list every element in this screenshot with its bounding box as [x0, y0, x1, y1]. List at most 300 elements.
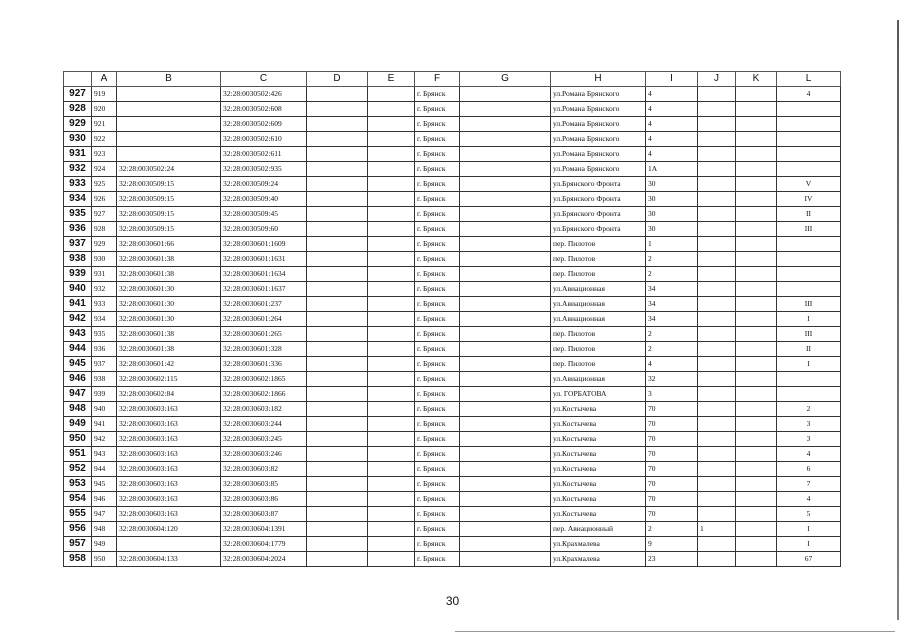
cell-j[interactable]: [698, 117, 736, 132]
cell-i[interactable]: 30: [646, 177, 698, 192]
row-number[interactable]: 942: [64, 312, 92, 327]
cell-b[interactable]: 32:28:0030601:30: [117, 282, 221, 297]
row-number[interactable]: 937: [64, 237, 92, 252]
cell-a[interactable]: 949: [92, 537, 117, 552]
cell-k[interactable]: [736, 387, 777, 402]
cell-c[interactable]: 32:28:0030603:182: [221, 402, 307, 417]
cell-i[interactable]: 70: [646, 417, 698, 432]
cell-f[interactable]: г. Брянск: [415, 192, 460, 207]
cell-i[interactable]: 4: [646, 87, 698, 102]
cell-f[interactable]: г. Брянск: [415, 222, 460, 237]
cell-j[interactable]: [698, 387, 736, 402]
cell-c[interactable]: 32:28:0030509:45: [221, 207, 307, 222]
cell-i[interactable]: 4: [646, 102, 698, 117]
cell-h[interactable]: ул.Костычева: [551, 477, 646, 492]
cell-f[interactable]: г. Брянск: [415, 177, 460, 192]
cell-f[interactable]: г. Брянск: [415, 507, 460, 522]
cell-g[interactable]: [460, 267, 551, 282]
cell-c[interactable]: 32:28:0030602:1865: [221, 372, 307, 387]
cell-a[interactable]: 928: [92, 222, 117, 237]
cell-k[interactable]: [736, 267, 777, 282]
cell-c[interactable]: 32:28:0030603:246: [221, 447, 307, 462]
cell-g[interactable]: [460, 237, 551, 252]
cell-k[interactable]: [736, 132, 777, 147]
cell-d[interactable]: [307, 372, 368, 387]
cell-e[interactable]: [368, 552, 415, 567]
cell-b[interactable]: [117, 117, 221, 132]
cell-a[interactable]: 922: [92, 132, 117, 147]
cell-b[interactable]: 32:28:0030603:163: [117, 507, 221, 522]
cell-c[interactable]: 32:28:0030502:935: [221, 162, 307, 177]
cell-l[interactable]: III: [777, 297, 841, 312]
cell-f[interactable]: г. Брянск: [415, 402, 460, 417]
cell-c[interactable]: 32:28:0030604:1391: [221, 522, 307, 537]
cell-j[interactable]: [698, 162, 736, 177]
cell-f[interactable]: г. Брянск: [415, 387, 460, 402]
cell-b[interactable]: 32:28:0030601:38: [117, 252, 221, 267]
cell-k[interactable]: [736, 297, 777, 312]
cell-j[interactable]: 1: [698, 522, 736, 537]
cell-b[interactable]: 32:28:0030601:30: [117, 312, 221, 327]
cell-k[interactable]: [736, 162, 777, 177]
cell-l[interactable]: III: [777, 222, 841, 237]
cell-l[interactable]: 4: [777, 447, 841, 462]
cell-f[interactable]: г. Брянск: [415, 417, 460, 432]
cell-f[interactable]: г. Брянск: [415, 297, 460, 312]
cell-g[interactable]: [460, 87, 551, 102]
cell-k[interactable]: [736, 537, 777, 552]
cell-j[interactable]: [698, 357, 736, 372]
cell-l[interactable]: 67: [777, 552, 841, 567]
cell-d[interactable]: [307, 477, 368, 492]
cell-d[interactable]: [307, 402, 368, 417]
cell-i[interactable]: 70: [646, 402, 698, 417]
cell-k[interactable]: [736, 522, 777, 537]
cell-h[interactable]: ул.Брянского Фронта: [551, 177, 646, 192]
cell-b[interactable]: 32:28:0030603:163: [117, 432, 221, 447]
cell-b[interactable]: [117, 147, 221, 162]
cell-d[interactable]: [307, 147, 368, 162]
cell-k[interactable]: [736, 282, 777, 297]
cell-e[interactable]: [368, 222, 415, 237]
cell-f[interactable]: г. Брянск: [415, 267, 460, 282]
cell-b[interactable]: [117, 102, 221, 117]
cell-e[interactable]: [368, 507, 415, 522]
cell-g[interactable]: [460, 192, 551, 207]
cell-k[interactable]: [736, 327, 777, 342]
cell-i[interactable]: 34: [646, 312, 698, 327]
cell-i[interactable]: 4: [646, 132, 698, 147]
cell-c[interactable]: 32:28:0030509:24: [221, 177, 307, 192]
cell-k[interactable]: [736, 462, 777, 477]
cell-d[interactable]: [307, 177, 368, 192]
cell-l[interactable]: IV: [777, 192, 841, 207]
cell-k[interactable]: [736, 252, 777, 267]
cell-i[interactable]: 30: [646, 222, 698, 237]
column-header-e[interactable]: E: [368, 72, 415, 87]
cell-g[interactable]: [460, 447, 551, 462]
row-number[interactable]: 954: [64, 492, 92, 507]
cell-g[interactable]: [460, 252, 551, 267]
cell-f[interactable]: г. Брянск: [415, 492, 460, 507]
cell-b[interactable]: [117, 87, 221, 102]
cell-h[interactable]: пер. Пилотов: [551, 252, 646, 267]
cell-c[interactable]: 32:28:0030604:2024: [221, 552, 307, 567]
cell-c[interactable]: 32:28:0030604:1779: [221, 537, 307, 552]
cell-d[interactable]: [307, 492, 368, 507]
cell-e[interactable]: [368, 342, 415, 357]
cell-a[interactable]: 924: [92, 162, 117, 177]
cell-c[interactable]: 32:28:0030601:264: [221, 312, 307, 327]
cell-a[interactable]: 925: [92, 177, 117, 192]
cell-i[interactable]: 2: [646, 342, 698, 357]
cell-j[interactable]: [698, 267, 736, 282]
cell-h[interactable]: ул.Костычева: [551, 507, 646, 522]
cell-h[interactable]: ул.Авиационная: [551, 282, 646, 297]
cell-e[interactable]: [368, 492, 415, 507]
cell-l[interactable]: [777, 117, 841, 132]
cell-j[interactable]: [698, 372, 736, 387]
cell-l[interactable]: I: [777, 312, 841, 327]
cell-l[interactable]: I: [777, 537, 841, 552]
cell-e[interactable]: [368, 447, 415, 462]
cell-f[interactable]: г. Брянск: [415, 462, 460, 477]
cell-h[interactable]: ул. ГОРБАТОВА: [551, 387, 646, 402]
cell-a[interactable]: 939: [92, 387, 117, 402]
cell-g[interactable]: [460, 552, 551, 567]
cell-j[interactable]: [698, 327, 736, 342]
cell-e[interactable]: [368, 117, 415, 132]
cell-h[interactable]: ул.Костычева: [551, 417, 646, 432]
row-number[interactable]: 935: [64, 207, 92, 222]
cell-h[interactable]: ул.Романа Брянского: [551, 102, 646, 117]
cell-g[interactable]: [460, 117, 551, 132]
cell-g[interactable]: [460, 282, 551, 297]
cell-g[interactable]: [460, 387, 551, 402]
cell-d[interactable]: [307, 222, 368, 237]
cell-f[interactable]: г. Брянск: [415, 207, 460, 222]
cell-d[interactable]: [307, 102, 368, 117]
cell-e[interactable]: [368, 312, 415, 327]
cell-l[interactable]: II: [777, 342, 841, 357]
cell-c[interactable]: 32:28:0030603:245: [221, 432, 307, 447]
cell-c[interactable]: 32:28:0030502:426: [221, 87, 307, 102]
cell-j[interactable]: [698, 237, 736, 252]
cell-e[interactable]: [368, 402, 415, 417]
cell-e[interactable]: [368, 417, 415, 432]
cell-e[interactable]: [368, 282, 415, 297]
cell-d[interactable]: [307, 207, 368, 222]
cell-e[interactable]: [368, 477, 415, 492]
cell-k[interactable]: [736, 402, 777, 417]
cell-i[interactable]: 2: [646, 327, 698, 342]
cell-g[interactable]: [460, 342, 551, 357]
cell-l[interactable]: II: [777, 207, 841, 222]
cell-c[interactable]: 32:28:0030502:609: [221, 117, 307, 132]
cell-e[interactable]: [368, 147, 415, 162]
cell-l[interactable]: 4: [777, 492, 841, 507]
cell-k[interactable]: [736, 372, 777, 387]
cell-j[interactable]: [698, 432, 736, 447]
cell-d[interactable]: [307, 342, 368, 357]
cell-f[interactable]: г. Брянск: [415, 522, 460, 537]
row-number[interactable]: 944: [64, 342, 92, 357]
column-header-i[interactable]: I: [646, 72, 698, 87]
cell-l[interactable]: [777, 237, 841, 252]
cell-b[interactable]: 32:28:0030601:38: [117, 327, 221, 342]
cell-d[interactable]: [307, 117, 368, 132]
row-number[interactable]: 933: [64, 177, 92, 192]
cell-d[interactable]: [307, 297, 368, 312]
cell-b[interactable]: 32:28:0030604:133: [117, 552, 221, 567]
cell-h[interactable]: ул.Авиационная: [551, 312, 646, 327]
column-header-h[interactable]: H: [551, 72, 646, 87]
cell-i[interactable]: 23: [646, 552, 698, 567]
cell-a[interactable]: 943: [92, 447, 117, 462]
row-number[interactable]: 931: [64, 147, 92, 162]
cell-l[interactable]: [777, 387, 841, 402]
cell-h[interactable]: ул.Романа Брянского: [551, 132, 646, 147]
cell-f[interactable]: г. Брянск: [415, 132, 460, 147]
cell-c[interactable]: 32:28:0030602:1866: [221, 387, 307, 402]
row-number[interactable]: 955: [64, 507, 92, 522]
cell-c[interactable]: 32:28:0030603:82: [221, 462, 307, 477]
cell-j[interactable]: [698, 147, 736, 162]
cell-e[interactable]: [368, 252, 415, 267]
column-header-j[interactable]: J: [698, 72, 736, 87]
cell-g[interactable]: [460, 312, 551, 327]
cell-b[interactable]: [117, 537, 221, 552]
row-number[interactable]: 934: [64, 192, 92, 207]
cell-j[interactable]: [698, 402, 736, 417]
cell-f[interactable]: г. Брянск: [415, 117, 460, 132]
cell-k[interactable]: [736, 192, 777, 207]
cell-b[interactable]: 32:28:0030603:163: [117, 402, 221, 417]
cell-l[interactable]: I: [777, 357, 841, 372]
cell-k[interactable]: [736, 447, 777, 462]
cell-l[interactable]: [777, 132, 841, 147]
cell-h[interactable]: пер. Пилотов: [551, 237, 646, 252]
cell-d[interactable]: [307, 432, 368, 447]
cell-e[interactable]: [368, 177, 415, 192]
cell-h[interactable]: ул.Костычева: [551, 447, 646, 462]
column-header-d[interactable]: D: [307, 72, 368, 87]
row-number[interactable]: 948: [64, 402, 92, 417]
cell-k[interactable]: [736, 87, 777, 102]
cell-i[interactable]: 9: [646, 537, 698, 552]
cell-h[interactable]: ул.Костычева: [551, 462, 646, 477]
cell-j[interactable]: [698, 492, 736, 507]
cell-e[interactable]: [368, 432, 415, 447]
column-header-b[interactable]: B: [117, 72, 221, 87]
cell-f[interactable]: г. Брянск: [415, 252, 460, 267]
cell-b[interactable]: 32:28:0030601:38: [117, 342, 221, 357]
cell-h[interactable]: пер. Пилотов: [551, 267, 646, 282]
cell-i[interactable]: 70: [646, 462, 698, 477]
cell-l[interactable]: [777, 252, 841, 267]
cell-c[interactable]: 32:28:0030603:87: [221, 507, 307, 522]
cell-j[interactable]: [698, 462, 736, 477]
cell-a[interactable]: 927: [92, 207, 117, 222]
cell-d[interactable]: [307, 162, 368, 177]
cell-b[interactable]: 32:28:0030601:30: [117, 297, 221, 312]
cell-i[interactable]: 34: [646, 297, 698, 312]
cell-l[interactable]: 7: [777, 477, 841, 492]
cell-k[interactable]: [736, 102, 777, 117]
cell-a[interactable]: 947: [92, 507, 117, 522]
cell-a[interactable]: 936: [92, 342, 117, 357]
cell-j[interactable]: [698, 222, 736, 237]
cell-l[interactable]: 3: [777, 432, 841, 447]
cell-j[interactable]: [698, 342, 736, 357]
cell-j[interactable]: [698, 282, 736, 297]
cell-d[interactable]: [307, 552, 368, 567]
cell-a[interactable]: 933: [92, 297, 117, 312]
cell-a[interactable]: 942: [92, 432, 117, 447]
cell-g[interactable]: [460, 477, 551, 492]
cell-i[interactable]: 3: [646, 387, 698, 402]
cell-b[interactable]: 32:28:0030603:163: [117, 462, 221, 477]
cell-i[interactable]: 30: [646, 192, 698, 207]
cell-b[interactable]: 32:28:0030602:115: [117, 372, 221, 387]
cell-c[interactable]: 32:28:0030603:85: [221, 477, 307, 492]
cell-d[interactable]: [307, 327, 368, 342]
cell-e[interactable]: [368, 537, 415, 552]
cell-k[interactable]: [736, 237, 777, 252]
cell-d[interactable]: [307, 462, 368, 477]
cell-b[interactable]: 32:28:0030602:84: [117, 387, 221, 402]
cell-g[interactable]: [460, 207, 551, 222]
cell-h[interactable]: пер. Авиационный: [551, 522, 646, 537]
cell-k[interactable]: [736, 117, 777, 132]
row-number[interactable]: 932: [64, 162, 92, 177]
cell-d[interactable]: [307, 537, 368, 552]
cell-a[interactable]: 941: [92, 417, 117, 432]
cell-c[interactable]: 32:28:0030601:265: [221, 327, 307, 342]
cell-b[interactable]: [117, 132, 221, 147]
cell-e[interactable]: [368, 87, 415, 102]
cell-l[interactable]: [777, 267, 841, 282]
cell-j[interactable]: [698, 132, 736, 147]
row-number[interactable]: 947: [64, 387, 92, 402]
cell-e[interactable]: [368, 102, 415, 117]
cell-h[interactable]: ул.Романа Брянского: [551, 117, 646, 132]
cell-h[interactable]: ул.Авиационная: [551, 297, 646, 312]
cell-c[interactable]: 32:28:0030509:60: [221, 222, 307, 237]
cell-h[interactable]: ул.Крахмалева: [551, 552, 646, 567]
cell-i[interactable]: 2: [646, 252, 698, 267]
cell-a[interactable]: 944: [92, 462, 117, 477]
cell-h[interactable]: ул.Романа Брянского: [551, 87, 646, 102]
cell-i[interactable]: 4: [646, 357, 698, 372]
cell-f[interactable]: г. Брянск: [415, 327, 460, 342]
cell-c[interactable]: 32:28:0030601:328: [221, 342, 307, 357]
cell-g[interactable]: [460, 522, 551, 537]
cell-j[interactable]: [698, 252, 736, 267]
cell-e[interactable]: [368, 372, 415, 387]
cell-g[interactable]: [460, 222, 551, 237]
cell-d[interactable]: [307, 132, 368, 147]
cell-g[interactable]: [460, 297, 551, 312]
cell-f[interactable]: г. Брянск: [415, 447, 460, 462]
cell-a[interactable]: 932: [92, 282, 117, 297]
cell-g[interactable]: [460, 372, 551, 387]
cell-b[interactable]: 32:28:0030502:24: [117, 162, 221, 177]
cell-f[interactable]: г. Брянск: [415, 312, 460, 327]
cell-c[interactable]: 32:28:0030601:336: [221, 357, 307, 372]
cell-l[interactable]: III: [777, 327, 841, 342]
cell-f[interactable]: г. Брянск: [415, 237, 460, 252]
cell-f[interactable]: г. Брянск: [415, 357, 460, 372]
cell-f[interactable]: г. Брянск: [415, 162, 460, 177]
cell-e[interactable]: [368, 237, 415, 252]
row-number[interactable]: 943: [64, 327, 92, 342]
row-number[interactable]: 938: [64, 252, 92, 267]
cell-e[interactable]: [368, 192, 415, 207]
row-number[interactable]: 953: [64, 477, 92, 492]
cell-k[interactable]: [736, 357, 777, 372]
cell-i[interactable]: 70: [646, 432, 698, 447]
cell-l[interactable]: 3: [777, 417, 841, 432]
cell-b[interactable]: 32:28:0030509:15: [117, 177, 221, 192]
cell-b[interactable]: 32:28:0030603:163: [117, 477, 221, 492]
row-number[interactable]: 956: [64, 522, 92, 537]
cell-b[interactable]: 32:28:0030603:163: [117, 417, 221, 432]
row-number[interactable]: 958: [64, 552, 92, 567]
cell-e[interactable]: [368, 462, 415, 477]
cell-k[interactable]: [736, 342, 777, 357]
cell-c[interactable]: 32:28:0030601:1634: [221, 267, 307, 282]
cell-h[interactable]: ул.Брянского Фронта: [551, 207, 646, 222]
column-header-l[interactable]: L: [777, 72, 841, 87]
cell-l[interactable]: 5: [777, 507, 841, 522]
cell-i[interactable]: 70: [646, 492, 698, 507]
column-header-g[interactable]: G: [460, 72, 551, 87]
cell-g[interactable]: [460, 162, 551, 177]
cell-l[interactable]: [777, 282, 841, 297]
cell-j[interactable]: [698, 87, 736, 102]
row-number[interactable]: 951: [64, 447, 92, 462]
cell-c[interactable]: 32:28:0030601:1637: [221, 282, 307, 297]
cell-f[interactable]: г. Брянск: [415, 537, 460, 552]
cell-k[interactable]: [736, 432, 777, 447]
cell-f[interactable]: г. Брянск: [415, 477, 460, 492]
cell-b[interactable]: 32:28:0030601:38: [117, 267, 221, 282]
cell-d[interactable]: [307, 252, 368, 267]
cell-h[interactable]: пер. Пилотов: [551, 327, 646, 342]
row-number[interactable]: 939: [64, 267, 92, 282]
cell-l[interactable]: [777, 372, 841, 387]
cell-g[interactable]: [460, 492, 551, 507]
cell-d[interactable]: [307, 87, 368, 102]
cell-d[interactable]: [307, 267, 368, 282]
cell-h[interactable]: ул.Костычева: [551, 432, 646, 447]
cell-g[interactable]: [460, 327, 551, 342]
cell-a[interactable]: 935: [92, 327, 117, 342]
row-number[interactable]: 928: [64, 102, 92, 117]
cell-g[interactable]: [460, 402, 551, 417]
cell-a[interactable]: 920: [92, 102, 117, 117]
cell-a[interactable]: 938: [92, 372, 117, 387]
cell-b[interactable]: 32:28:0030601:42: [117, 357, 221, 372]
cell-g[interactable]: [460, 132, 551, 147]
row-number[interactable]: 946: [64, 372, 92, 387]
cell-k[interactable]: [736, 492, 777, 507]
row-number[interactable]: 950: [64, 432, 92, 447]
cell-h[interactable]: ул.Костычева: [551, 402, 646, 417]
row-number[interactable]: 936: [64, 222, 92, 237]
cell-g[interactable]: [460, 147, 551, 162]
